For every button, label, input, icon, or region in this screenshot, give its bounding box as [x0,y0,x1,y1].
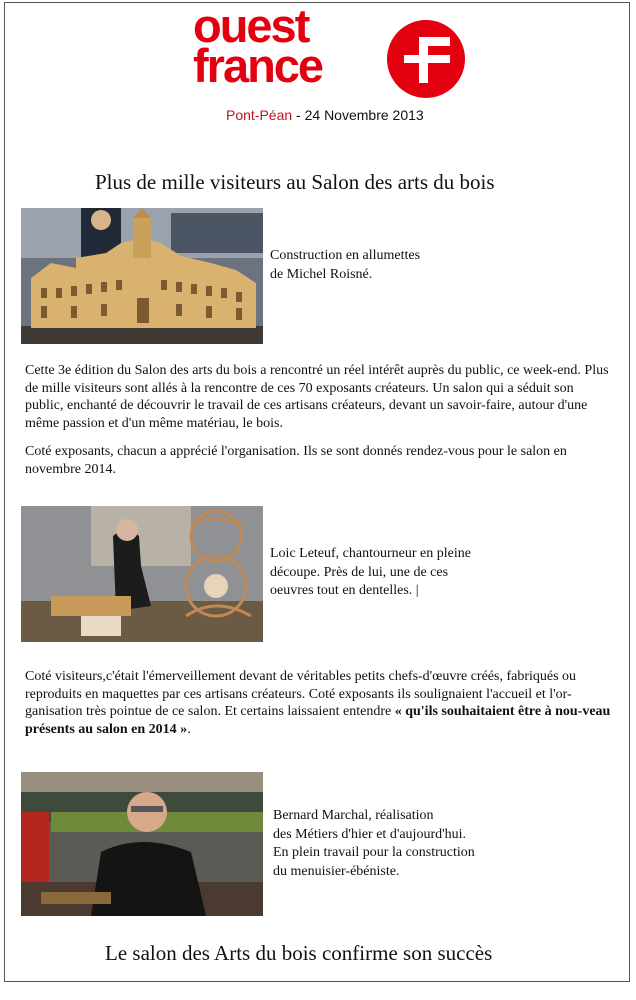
dateline [226,107,424,123]
photo-bernard-marchal [21,772,263,916]
caption-line: Bernard Marchal, réalisation [273,808,434,823]
logo-cross-circle-icon [386,19,466,99]
ouest-france-logo [193,0,473,102]
caption-line: découpe. Près de lui, une de ces [270,564,449,580]
article-headline: Plus de mille visiteurs au Salon des arts du bois [95,170,495,194]
paragraph-exposants: Coté exposants, chacun a apprécié l'organisation. Ils se sont donnés rendez-vous pour le salon en novembre 2014. [25,444,567,477]
caption-line: de Michel Roisné. [270,266,373,282]
logo-line-1: ouest [193,0,309,52]
paragraph-visiteurs [25,668,615,738]
logo-line-2: france [193,39,323,92]
caption-photo-2 [270,545,471,601]
caption-line: oeuvres tout en dentelles. | [270,583,419,598]
caption-line: En plein travail pour la construction [273,845,475,860]
logo-wordmark [193,0,323,92]
caption-line: Loic Leteuf, chantourneur en pleine [270,546,471,561]
caption-photo-1 [270,247,420,284]
caption-line: des Métiers d'hier et d'aujourd'hui. [273,826,467,842]
paragraph-edition: Cette 3e édition du Salon des arts du bois a rencontré un réel intérêt auprès du public, ce week-end. Plus de mille visiteurs sont allés à la rencontre de ces 70 exposants créateurs. Un salon qui a séduit son public, enchanté de découvrir le travail de ces artisans créateurs, devant un savoir-faire, autour d'une même passion et d'un même matériau, le bois. [25,363,609,431]
caption-line: Construction en allumettes [270,248,421,263]
paragraph-visiteurs-end: . [187,721,191,737]
dateline-place: Pont-Péan [226,107,293,123]
photo-matchstick-castle [21,208,263,344]
caption-line: du menuisier-ébéniste. [273,863,400,879]
paragraph-visiteurs-quote: « qu'ils souhaitaient être à nou-veau présents au salon en 2014 » [25,704,611,737]
paragraph-visiteurs-text: Coté visiteurs,c'était l'émerveillement devant de véritables petits chefs-d'œuvre créés, fabriqués ou reproduits en maquettes par ces artisans créateurs. Coté exposants ils soulignaient l'accueil et l'or-ganisation très pointue de ce salon. Et certains laissaient entendre [25,669,577,719]
dateline-date: - 24 Novembre 2013 [292,107,424,123]
caption-photo-3 [273,807,475,881]
closing-headline: Le salon des Arts du bois confirme son succès [105,941,493,965]
photo-scroll-saw-artisan [21,506,263,642]
